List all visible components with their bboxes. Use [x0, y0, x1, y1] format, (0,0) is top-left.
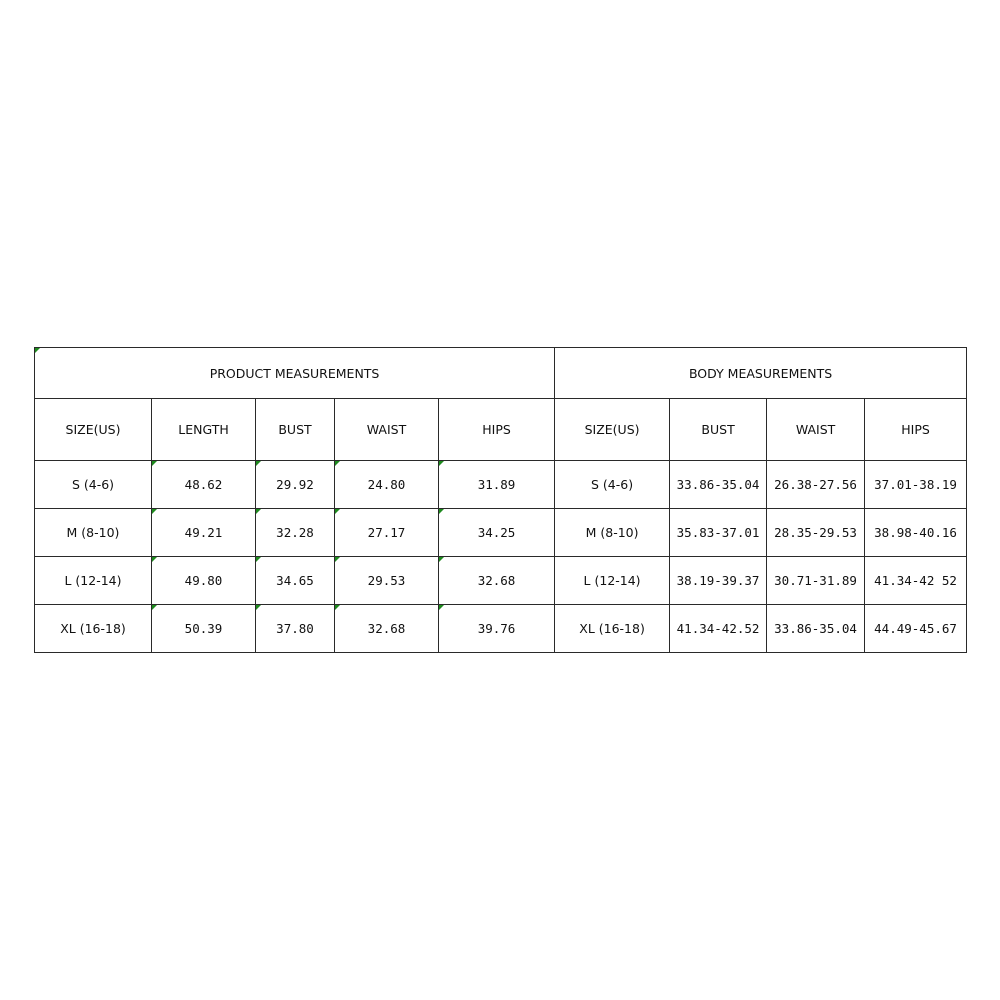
table-cell-value: 37.80: [276, 621, 314, 636]
table-cell-value: 34.65: [276, 573, 314, 588]
table-cell: [439, 605, 555, 653]
table-cell-value: S (4-6): [71, 477, 115, 492]
table-cell: [555, 605, 670, 653]
table-cell: [670, 509, 767, 557]
table-cell: [439, 557, 555, 605]
column-header: BUST: [256, 399, 335, 461]
table-row: [35, 557, 967, 605]
table-cell: [670, 557, 767, 605]
corner-marker-icon: [35, 348, 40, 353]
table-cell-value: L (12-14): [583, 573, 641, 588]
corner-marker-icon: [152, 509, 157, 514]
table-cell-value: 31.89: [477, 477, 516, 492]
group-header-product: [35, 348, 555, 399]
table-cell: [439, 461, 555, 509]
table-cell-value: 32.68: [367, 621, 406, 636]
table-cell: [152, 557, 256, 605]
table-cell-value: 39.76: [477, 621, 516, 636]
table-cell-value: 35.83-37.01: [676, 525, 760, 540]
table-cell-value: 33.86-35.04: [676, 477, 760, 492]
column-header: SIZE(US): [555, 399, 670, 461]
column-header: WAIST: [767, 399, 865, 461]
column-header-row: [35, 399, 967, 461]
table-cell: [865, 509, 967, 557]
table-cell-value: XL (16-18): [579, 621, 645, 636]
table-cell-value: 26.38-27.56: [774, 477, 857, 492]
group-header-body-label: BODY MEASUREMENTS: [688, 365, 833, 381]
table-cell-value: 33.86-35.04: [774, 621, 857, 636]
table-cell: [335, 605, 439, 653]
table-cell-value: 41.34-42.52: [676, 621, 760, 636]
table-cell-value: 37.01-38.19: [874, 477, 957, 492]
table-cell: [670, 605, 767, 653]
table-cell: [670, 461, 767, 509]
column-header: HIPS: [439, 399, 555, 461]
column-header: LENGTH: [152, 399, 256, 461]
table-cell: [35, 461, 152, 509]
table-cell: [152, 461, 256, 509]
corner-marker-icon: [439, 461, 444, 466]
group-header-product-label: PRODUCT MEASUREMENTS: [209, 365, 380, 381]
table-cell-value: 49.21: [184, 525, 223, 540]
data-rows: [35, 461, 967, 653]
table-cell: [335, 461, 439, 509]
table-cell-value: 29.92: [276, 477, 314, 492]
table-cell: [35, 605, 152, 653]
table-cell: [256, 605, 335, 653]
corner-marker-icon: [152, 461, 157, 466]
group-header-row: [35, 348, 967, 399]
table-cell-value: 29.53: [367, 573, 406, 588]
table-cell: [555, 461, 670, 509]
table-cell-value: 38.98-40.16: [874, 525, 957, 540]
group-header-body: [555, 348, 967, 399]
table-cell-value: S (4-6): [591, 477, 634, 492]
table-cell: [555, 509, 670, 557]
table-cell-value: 30.71-31.89: [774, 573, 857, 588]
table-cell: [335, 557, 439, 605]
table-cell: [767, 605, 865, 653]
table-row: [35, 605, 967, 653]
table-cell: [555, 557, 670, 605]
table-row: [35, 509, 967, 557]
table-cell-value: 34.25: [477, 525, 516, 540]
table-cell-value: 24.80: [367, 477, 406, 492]
table-cell: [767, 461, 865, 509]
table-cell: [335, 509, 439, 557]
table-cell-value: 44.49-45.67: [874, 621, 957, 636]
corner-marker-icon: [335, 605, 340, 610]
table-cell-value: 28.35-29.53: [774, 525, 857, 540]
table-cell: [35, 509, 152, 557]
table-cell-value: 32.68: [477, 573, 516, 588]
table-cell: [35, 557, 152, 605]
column-header: WAIST: [335, 399, 439, 461]
corner-marker-icon: [335, 557, 340, 562]
column-header: SIZE(US): [35, 399, 152, 461]
table-cell-value: 41.34-42 52: [874, 573, 957, 588]
table-cell-value: M (8-10): [585, 525, 639, 540]
corner-marker-icon: [439, 605, 444, 610]
table-cell-value: 32.28: [276, 525, 314, 540]
corner-marker-icon: [256, 605, 261, 610]
table-cell: [256, 509, 335, 557]
table-cell-value: M (8-10): [66, 525, 120, 540]
table-cell-value: 48.62: [184, 477, 223, 492]
table-cell: [767, 557, 865, 605]
size-chart-table: [34, 347, 967, 653]
table-cell: [865, 461, 967, 509]
table-cell-value: 27.17: [367, 525, 406, 540]
corner-marker-icon: [335, 509, 340, 514]
corner-marker-icon: [439, 557, 444, 562]
corner-marker-icon: [256, 461, 261, 466]
table-cell-value: 50.39: [184, 621, 223, 636]
corner-marker-icon: [256, 509, 261, 514]
table-cell: [152, 509, 256, 557]
corner-marker-icon: [439, 509, 444, 514]
table-cell-value: XL (16-18): [60, 621, 126, 636]
table-cell: [439, 509, 555, 557]
table-row: [35, 461, 967, 509]
table-cell-value: L (12-14): [64, 573, 122, 588]
table-cell: [865, 557, 967, 605]
column-header: BUST: [670, 399, 767, 461]
table-cell: [256, 557, 335, 605]
table-cell: [767, 509, 865, 557]
corner-marker-icon: [256, 557, 261, 562]
column-header: HIPS: [865, 399, 967, 461]
table-cell-value: 38.19-39.37: [676, 573, 760, 588]
corner-marker-icon: [152, 557, 157, 562]
table-cell: [256, 461, 335, 509]
table-cell-value: 49.80: [184, 573, 223, 588]
corner-marker-icon: [152, 605, 157, 610]
corner-marker-icon: [335, 461, 340, 466]
table-cell: [152, 605, 256, 653]
table-cell: [865, 605, 967, 653]
